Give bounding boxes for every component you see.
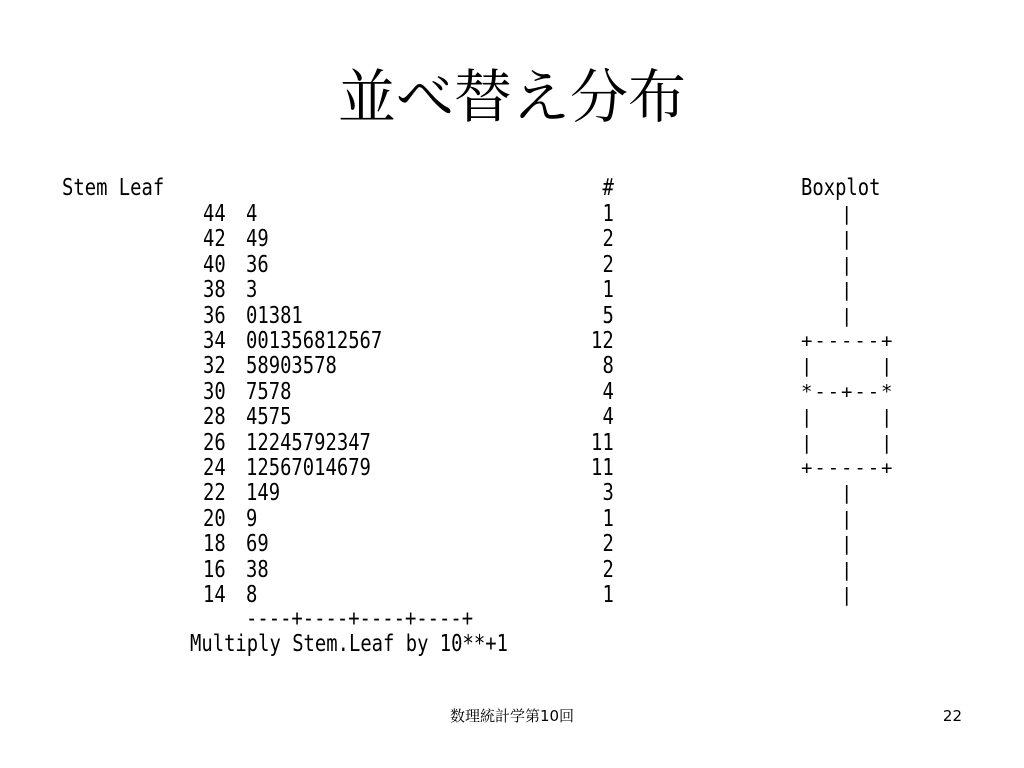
stem-value: 44 bbox=[203, 201, 226, 227]
leaf-values: 7578 bbox=[246, 378, 292, 405]
row-count: 1 bbox=[602, 277, 614, 304]
leaf-values: 149 bbox=[246, 480, 281, 507]
stem-value: 32 bbox=[203, 353, 226, 380]
boxplot-segment: | bbox=[801, 253, 855, 276]
boxplot-segment: | bbox=[801, 228, 855, 251]
stem-value: 20 bbox=[203, 505, 226, 532]
footer-course: 数理統計学第10回 bbox=[449, 707, 575, 725]
row-count: 4 bbox=[602, 404, 614, 431]
boxplot-segment: | | bbox=[801, 431, 895, 454]
leaf-values: 01381 bbox=[246, 302, 303, 329]
leaf-values: 001356812567 bbox=[246, 328, 383, 354]
slide-title: 並べ替え分布 bbox=[337, 63, 686, 131]
boxplot-segment: | bbox=[801, 203, 855, 225]
row-count: 1 bbox=[602, 505, 614, 532]
boxplot-header: Boxplot bbox=[801, 175, 881, 201]
leaf-values: 38 bbox=[246, 556, 269, 583]
leaf-values: 9 bbox=[246, 505, 258, 532]
row-count: 11 bbox=[591, 429, 614, 456]
stem-value: 38 bbox=[203, 277, 226, 304]
leaf-values: 49 bbox=[246, 226, 269, 253]
boxplot-segment: | bbox=[801, 558, 855, 581]
count-header: # bbox=[602, 175, 614, 201]
multiply-note: Multiply Stem.Leaf by 10**+1 bbox=[190, 631, 508, 657]
leaf-values: 12567014679 bbox=[246, 455, 371, 481]
leaf-values: 8 bbox=[246, 582, 258, 608]
page-number: 22 bbox=[942, 707, 962, 725]
row-count: 2 bbox=[602, 251, 614, 278]
leaf-values: 36 bbox=[246, 251, 269, 278]
row-count: 1 bbox=[602, 582, 614, 608]
stem-value: 28 bbox=[203, 404, 226, 431]
row-count: 12 bbox=[591, 328, 614, 354]
row-count: 4 bbox=[602, 378, 614, 405]
stem-leaf-header: Stem Leaf bbox=[62, 175, 165, 201]
boxplot-segment: | bbox=[801, 507, 855, 530]
stem-value: 40 bbox=[203, 251, 226, 278]
axis-line: ----+----+----+----+ bbox=[246, 606, 474, 632]
leaf-values: 12245792347 bbox=[246, 429, 371, 456]
leaf-values: 4575 bbox=[246, 404, 292, 431]
stem-value: 24 bbox=[203, 455, 226, 481]
stem-value: 16 bbox=[203, 556, 226, 583]
stem-value: 18 bbox=[203, 531, 226, 558]
leaf-values: 69 bbox=[246, 531, 269, 558]
stem-value: 14 bbox=[203, 582, 226, 608]
boxplot-segment: *--+--* bbox=[801, 380, 895, 403]
row-count: 3 bbox=[602, 480, 614, 507]
boxplot-segment: | | bbox=[801, 355, 895, 378]
row-count: 5 bbox=[602, 302, 614, 329]
stem-value: 30 bbox=[203, 378, 226, 405]
leaf-values: 58903578 bbox=[246, 353, 337, 380]
boxplot-segment: | bbox=[801, 279, 855, 302]
row-count: 11 bbox=[591, 455, 614, 481]
row-count: 2 bbox=[602, 226, 614, 253]
boxplot-segment: | bbox=[801, 482, 855, 505]
boxplot-segment: | bbox=[801, 533, 855, 556]
boxplot-segment: +-----+ bbox=[801, 457, 895, 479]
boxplot-segment: | | bbox=[801, 406, 895, 429]
leaf-values: 4 bbox=[246, 201, 258, 227]
stem-value: 42 bbox=[203, 226, 226, 253]
boxplot-segment: +-----+ bbox=[801, 330, 895, 352]
row-count: 2 bbox=[602, 531, 614, 558]
stem-value: 34 bbox=[203, 328, 226, 354]
boxplot-segment: | bbox=[801, 584, 855, 606]
leaf-values: 3 bbox=[246, 277, 258, 304]
stem-value: 36 bbox=[203, 302, 226, 329]
boxplot-segment: | bbox=[801, 304, 855, 327]
row-count: 2 bbox=[602, 556, 614, 583]
row-count: 1 bbox=[602, 201, 614, 227]
row-count: 8 bbox=[602, 353, 614, 380]
stem-value: 26 bbox=[203, 429, 226, 456]
stem-value: 22 bbox=[203, 480, 226, 507]
